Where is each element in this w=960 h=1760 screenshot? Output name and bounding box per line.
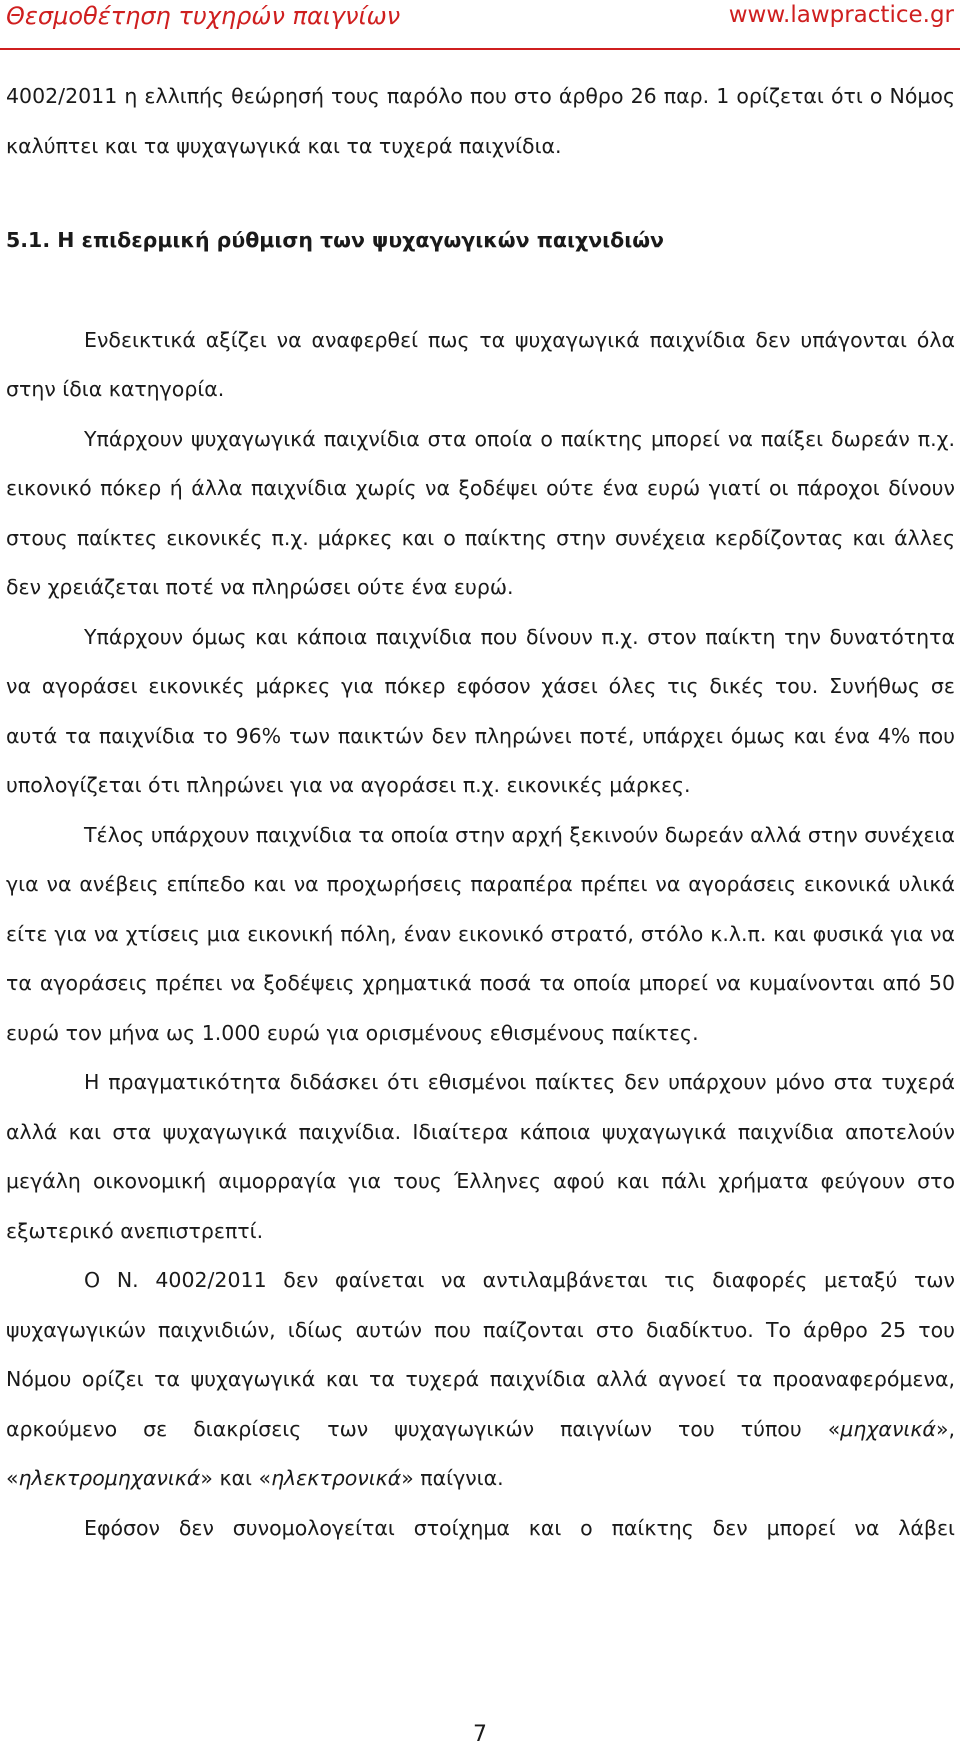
header-title: Θεσμοθέτηση τυχηρών παιγνίων <box>6 2 401 30</box>
paragraph-law-article <box>6 1256 955 1504</box>
quote-open: « <box>827 1416 841 1441</box>
paragraph-categories: Ενδεικτικά αξίζει να αναφερθεί πως τα ψυχαγωγικά παιχνίδια δεν υπάγονται όλα στην ίδια κατηγορία. <box>6 327 955 401</box>
quote-sep-2: » και « <box>200 1466 272 1490</box>
term-mechanical: μηχανικά <box>840 1416 936 1441</box>
term-electromechanical: ηλεκτρομηχανικά <box>18 1466 201 1490</box>
paragraph-paid-chips: Υπάρχουν όμως και κάποια παιχνίδια που δίνουν π.χ. στον παίκτη την δυνατότητα να αγοράσει εικονικές μάρκες για πόκερ εφόσον χάσει όλες τις δικές του. Συνήθως σε αυτά τα παιχνίδια το 96% των παικτών δεν πληρώνει ποτέ, υπάρχει όμως και ένα 4% που υπολογίζεται ότι πληρώνει για να αγοράσει π.χ. εικονικές μάρκες. <box>6 624 955 797</box>
quote-sep-1: », « <box>6 1416 955 1490</box>
section-heading: 5.1. Η επιδερμική ρύθμιση των ψυχαγωγικών παιχνιδιών <box>6 228 665 252</box>
term-electronic: ηλεκτρονικά <box>271 1466 402 1490</box>
paragraph-free-games: Υπάρχουν ψυχαγωγικά παιχνίδια στα οποία ο παίκτης μπορεί να παίξει δωρεάν π.χ. εικονικό πόκερ ή άλλα παιχνίδια χωρίς να ξοδέψει ούτε ένα ευρώ γιατί οι πάροχοι δίνουν στους παίκτες εικονικές π.χ. μάρκες και ο παίκτης στην συνέχεια κερδίζοντας και άλλες δεν χρειάζεται ποτέ να πληρώσει ούτε ένα ευρώ. <box>6 426 955 599</box>
document-body <box>6 72 955 1553</box>
page-header <box>0 0 960 50</box>
page-number: 7 <box>473 1722 487 1747</box>
paragraph-freemium: Τέλος υπάρχουν παιχνίδια τα οποία στην αρχή ξεκινούν δωρεάν αλλά στην συνέχεια για να ανέβεις επίπεδο και να προχωρήσεις παραπέρα πρέπει να αγοράσεις εικονικά υλικά είτε για να χτίσεις μια εικονική πόλη, έναν εικονικό στρατό, στόλο κ.λ.π. και φυσικά για να τα αγοράσεις πρέπει να ξοδέψεις χρηματικά ποσά τα οποία μπορεί να κυμαίνονται από 50 ευρώ τον μήνα ως 1.000 ευρώ για ορισμένους εθισμένους παίκτες. <box>6 822 955 1045</box>
law-article-text: Ο Ν. 4002/2011 δεν φαίνεται να αντιλαμβάνεται τις διαφορές μεταξύ των ψυχαγωγικών παιχνιδιών, ιδίως αυτών που παίζονται στο διαδίκτυο. Το άρθρο 25 του Νόμου ορίζει τα ψυχαγωγικά και τα τυχερά παιχνίδια αλλά αγνοεί τα προαναφερόμενα, αρκούμενο σε διακρίσεις των ψυχαγωγικών παιγνίων του τύπου <box>6 1268 955 1441</box>
law-article-end: » παίγνια. <box>401 1466 504 1490</box>
paragraph-intro: 4002/2011 η ελλιπής θεώρησή τους παρόλο που στο άρθρο 26 παρ. 1 ορίζεται ότι ο Νόμος καλύπτει και τα ψυχαγωγικά και τα τυχερά παιχνίδια. <box>6 84 955 158</box>
paragraph-addiction: Η πραγματικότητα διδάσκει ότι εθισμένοι παίκτες δεν υπάρχουν μόνο στα τυχερά αλλά και στα ψυχαγωγικά παιχνίδια. Ιδιαίτερα κάποια ψυχαγωγικά παιχνίδια αποτελούν μεγάλη οικονομική αιμορραγία για τους Έλληνες αφού και πάλι χρήματα φεύγουν στο εξωτερικό ανεπιστρεπτί. <box>6 1070 955 1243</box>
paragraph-continued: Εφόσον δεν συνομολογείται στοίχημα και ο παίκτης δεν μπορεί να λάβει <box>84 1515 955 1540</box>
header-site-link[interactable]: www.lawpractice.gr <box>728 2 954 28</box>
